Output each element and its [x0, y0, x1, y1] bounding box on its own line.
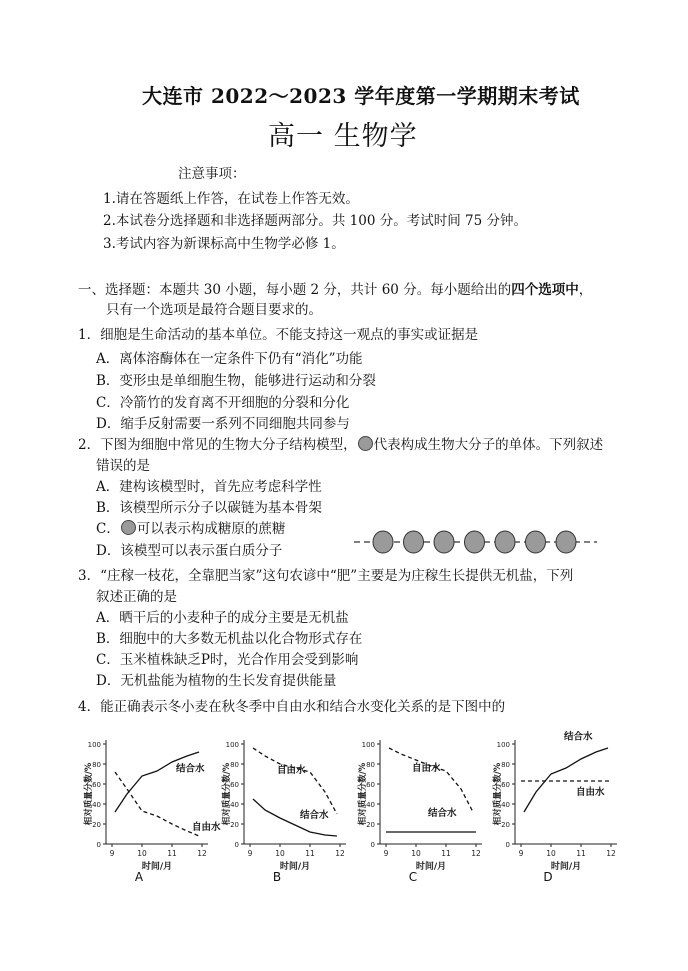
- y-tick-label: 80: [366, 761, 375, 769]
- monomer-circle: [434, 531, 454, 553]
- q3-stem-line2: 叙述正确的是: [96, 589, 177, 605]
- section-heading-punct: ，: [578, 282, 593, 298]
- q3-option-b: B．细胞中的大多数无机盐以化合物形式存在: [96, 631, 363, 647]
- series-label: 结合水: [564, 731, 593, 743]
- panel-label: C: [408, 870, 418, 884]
- x-tick-label: 12: [197, 849, 207, 858]
- section-heading-emphasis: 四个选项中: [511, 282, 579, 298]
- q1-stem: 1．细胞是生命活动的基本单位。不能支持这一观点的事实或证据是: [78, 327, 479, 343]
- y-axis-label: 相对质量分数/%: [222, 762, 232, 826]
- x-axis-label: 时间/月: [279, 862, 311, 872]
- chart-d: [487, 732, 622, 887]
- note-item: 2.本试卷分选择题和非选择题两部分。共 100 分。考试时间 75 分钟。: [103, 213, 527, 229]
- note-item: 1.请在答题纸上作答，在试卷上作答无效。: [103, 191, 359, 207]
- y-axis-label: 相对质量分数/%: [358, 762, 368, 826]
- y-axis-label: 相对质量分数/%: [493, 762, 503, 826]
- x-axis-label: 时间/月: [141, 862, 173, 872]
- x-tick-label: 10: [137, 849, 147, 858]
- x-tick-label: 9: [383, 849, 389, 858]
- x-tick-label: 9: [109, 849, 115, 858]
- series-label: 自由水: [277, 765, 306, 777]
- exam-title: 大连市 2022～2023 学年度第一学期期末考试: [142, 84, 580, 108]
- y-tick-label: 20: [230, 821, 239, 829]
- q2-stem-part2: 代表构成生物大分子的单体。下列叙述: [373, 437, 604, 453]
- monomer-circle: [556, 531, 576, 553]
- section-heading-text: 一、选择题：本题共 30 小题，每小题 2 分，共计 60 分。每小题给出的: [78, 282, 512, 298]
- q4-stem: 4．能正确表示冬小麦在秋冬季中自由水和结合水变化关系的是下图中的: [78, 699, 506, 715]
- q1-option-a: A．离体溶酶体在一定条件下仍有“消化”功能: [96, 351, 363, 367]
- q1-option-b: B．变形虫是单细胞生物，能够进行运动和分裂: [96, 373, 376, 389]
- y-tick-label: 40: [230, 801, 239, 809]
- monomer-circle: [465, 531, 485, 553]
- y-tick-label: 60: [501, 781, 510, 789]
- monomer-circle: [495, 531, 515, 553]
- q2-option-d: D．该模型可以表示蛋白质分子: [96, 543, 283, 559]
- chart-b: [216, 732, 351, 887]
- chart-c: [352, 732, 487, 887]
- x-axis-label: 时间/月: [550, 862, 582, 872]
- q3-option-c: C．玉米植株缺乏P时，光合作用会受到影响: [96, 652, 359, 668]
- q3-option-a: A．晒干后的小麦种子的成分主要是无机盐: [96, 610, 349, 626]
- q2-stem-part1: 2．下图为细胞中常见的生物大分子结构模型，: [78, 437, 357, 453]
- y-tick-label: 100: [87, 741, 101, 749]
- series-label: 结合水: [176, 763, 205, 775]
- y-tick-label: 20: [501, 821, 510, 829]
- series-label: 结合水: [300, 810, 329, 821]
- monomer-icon: [358, 436, 373, 451]
- x-tick-label: 10: [411, 849, 421, 858]
- panel-label: A: [134, 870, 144, 884]
- x-tick-label: 11: [305, 849, 315, 858]
- y-tick-label: 100: [225, 741, 239, 749]
- section-heading-line2: 只有一个选项是最符合题目要求的。: [106, 302, 322, 318]
- monomer-icon: [121, 520, 136, 535]
- series-line-solid: [115, 752, 199, 812]
- series-label: 自由水: [576, 787, 605, 798]
- x-tick-label: 9: [518, 849, 524, 858]
- x-tick-label: 10: [275, 849, 285, 858]
- series-label: 自由水: [192, 822, 221, 833]
- y-tick-label: 20: [366, 821, 375, 829]
- monomer-circle: [526, 531, 546, 553]
- y-tick-label: 80: [501, 761, 510, 769]
- q2-option-a: A．建构该模型时，首先应考虑科学性: [96, 479, 322, 495]
- x-tick-label: 11: [167, 849, 177, 858]
- notes-heading: 注意事项：: [178, 166, 246, 182]
- y-tick-label: 100: [496, 741, 510, 749]
- y-tick-label: 100: [361, 741, 375, 749]
- q2-option-b: B．该模型所示分子以碳链为基本骨架: [96, 500, 322, 516]
- y-tick-label: 40: [92, 801, 101, 809]
- monomer-circle: [373, 531, 393, 553]
- q3-stem: 3．“庄稼一枝花，全靠肥当家”这句农谚中“肥”主要是为庄稼生长提供无机盐，下列: [78, 568, 574, 584]
- q2-stem: [78, 435, 603, 455]
- q2-option-c-letter: C．: [96, 521, 120, 537]
- y-tick-label: 40: [366, 801, 375, 809]
- series-line-dashed: [389, 748, 473, 812]
- y-tick-label: 0: [96, 841, 101, 849]
- q1-option-d: D．缩手反射需要一系列不同细胞共同参与: [96, 416, 350, 432]
- x-tick-label: 9: [247, 849, 253, 858]
- y-tick-label: 60: [92, 781, 101, 789]
- y-tick-label: 0: [234, 841, 239, 849]
- q2-option-c-text: 可以表示构成糖原的蔗糖: [136, 521, 286, 537]
- chart-a: [78, 732, 221, 887]
- q1-option-c: C．冷箭竹的发育离不开细胞的分裂和分化: [96, 395, 350, 411]
- x-tick-label: 10: [546, 849, 556, 858]
- x-tick-label: 11: [576, 849, 586, 858]
- series-line-solid: [524, 748, 608, 812]
- note-item: 3.考试内容为新课标高中生物学必修 1。: [103, 236, 345, 252]
- y-tick-label: 60: [230, 781, 239, 789]
- x-tick-label: 12: [335, 849, 345, 858]
- x-tick-label: 12: [606, 849, 616, 858]
- y-tick-label: 0: [505, 841, 510, 849]
- y-tick-label: 0: [370, 841, 375, 849]
- series-line-dashed: [253, 748, 337, 814]
- y-tick-label: 40: [501, 801, 510, 809]
- monomer-group: [373, 531, 576, 553]
- section-heading: [78, 280, 592, 300]
- macromolecule-model-diagram: [352, 528, 602, 556]
- series-label: 结合水: [428, 808, 457, 819]
- monomer-circle: [404, 531, 424, 553]
- series-line-dashed: [115, 772, 199, 836]
- y-axis-label: 相对质量分数/%: [84, 762, 94, 826]
- x-tick-label: 12: [471, 849, 481, 858]
- panel-label: B: [272, 870, 282, 884]
- x-tick-label: 11: [441, 849, 451, 858]
- y-tick-label: 60: [366, 781, 375, 789]
- q2-option-c: [96, 519, 285, 539]
- y-tick-label: 80: [92, 761, 101, 769]
- series-label: 自由水: [412, 763, 441, 774]
- x-axis-label: 时间/月: [415, 862, 447, 872]
- y-tick-label: 20: [92, 821, 101, 829]
- y-tick-label: 80: [230, 761, 239, 769]
- subject-title: 高一 生物学: [268, 121, 418, 152]
- q3-option-d: D．无机盐能为植物的生长发育提供能量: [96, 673, 337, 689]
- q2-stem-line2: 错误的是: [96, 458, 150, 474]
- panel-label: D: [543, 870, 553, 884]
